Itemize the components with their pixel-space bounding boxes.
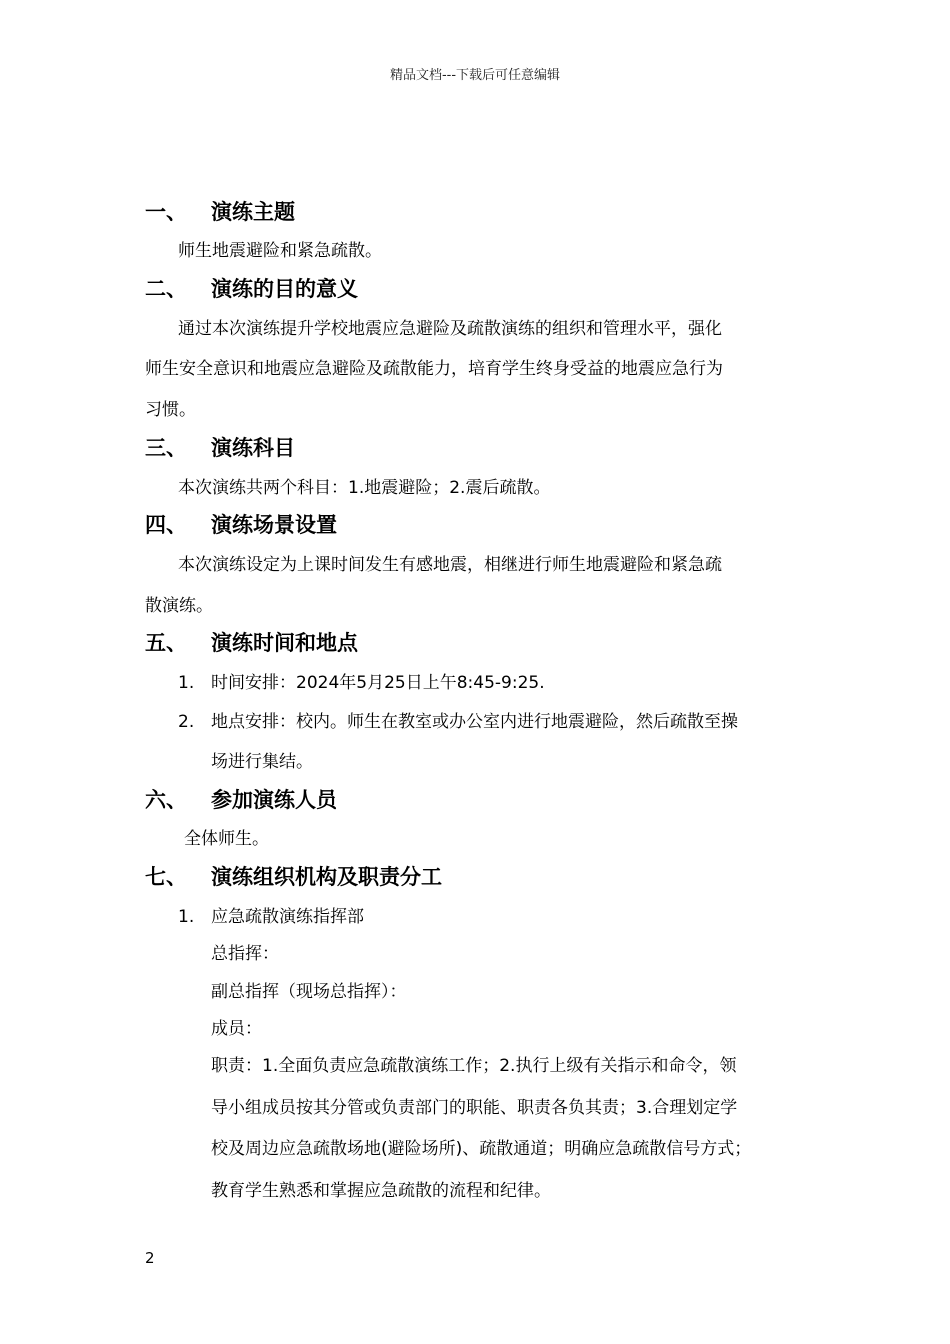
paragraph-line: 散演练。: [145, 596, 213, 616]
members-label: 成员：: [211, 1019, 262, 1039]
duties-line: 职责：1.全面负责应急疏散演练工作；2.执行上级有关指示和命令，领: [211, 1056, 737, 1076]
paragraph: 师生地震避险和紧急疏散。: [178, 241, 382, 261]
section-title: 演练场景设置: [211, 513, 337, 537]
section-heading-3: [145, 434, 295, 462]
section-heading-1: [145, 198, 295, 226]
commander-label: 总指挥：: [211, 944, 279, 964]
section-title: 演练时间和地点: [211, 631, 358, 655]
page-number: 2: [145, 1249, 155, 1267]
duties-line: 导小组成员按其分管或负责部门的职能、职责各负其责；3.合理划定学: [211, 1098, 738, 1118]
section-number: 七、: [145, 865, 187, 889]
list-item-text: 场进行集结。: [211, 752, 313, 772]
section-number: 四、: [145, 513, 187, 537]
section-heading-2: [145, 275, 358, 303]
list-item-text: 应急疏散演练指挥部: [211, 907, 364, 927]
paragraph: 全体师生。: [184, 829, 269, 849]
section-heading-7: [145, 863, 442, 891]
page-header: 精品文档---下载后可任意编辑: [389, 68, 561, 83]
section-title: 参加演练人员: [211, 788, 337, 812]
section-title: 演练科目: [211, 436, 295, 460]
section-heading-6: [145, 786, 337, 814]
duties-line: 校及周边应急疏散场地(避险场所)、疏散通道；明确应急疏散信号方式；: [211, 1139, 752, 1159]
section-title: 演练主题: [211, 200, 295, 224]
list-number: 1.: [178, 907, 195, 927]
section-title: 演练组织机构及职责分工: [211, 865, 442, 889]
list-item-text: 时间安排：2024年5月25日上午8:45-9:25.: [211, 673, 545, 693]
duties-line: 教育学生熟悉和掌握应急疏散的流程和纪律。: [211, 1181, 551, 1201]
list-number: 1.: [178, 673, 195, 693]
section-number: 五、: [145, 631, 187, 655]
list-number: 2.: [178, 712, 195, 732]
section-number: 二、: [145, 277, 187, 301]
section-number: 六、: [145, 788, 187, 812]
deputy-commander-label: 副总指挥（现场总指挥）：: [211, 982, 407, 1002]
section-number: 三、: [145, 436, 187, 460]
section-heading-4: [145, 511, 337, 539]
paragraph-line: 习惯。: [145, 400, 196, 420]
section-title: 演练的目的意义: [211, 277, 358, 301]
section-number: 一、: [145, 200, 187, 224]
paragraph-line: 本次演练设定为上课时间发生有感地震，相继进行师生地震避险和紧急疏: [178, 555, 722, 575]
paragraph: 本次演练共两个科目：1.地震避险；2.震后疏散。: [178, 478, 551, 498]
paragraph-line: 通过本次演练提升学校地震应急避险及疏散演练的组织和管理水平，强化: [178, 319, 722, 339]
section-heading-5: [145, 629, 358, 657]
paragraph-line: 师生安全意识和地震应急避险及疏散能力，培育学生终身受益的地震应急行为: [145, 359, 723, 379]
list-item-text: 地点安排：校内。师生在教室或办公室内进行地震避险，然后疏散至操: [211, 712, 738, 732]
